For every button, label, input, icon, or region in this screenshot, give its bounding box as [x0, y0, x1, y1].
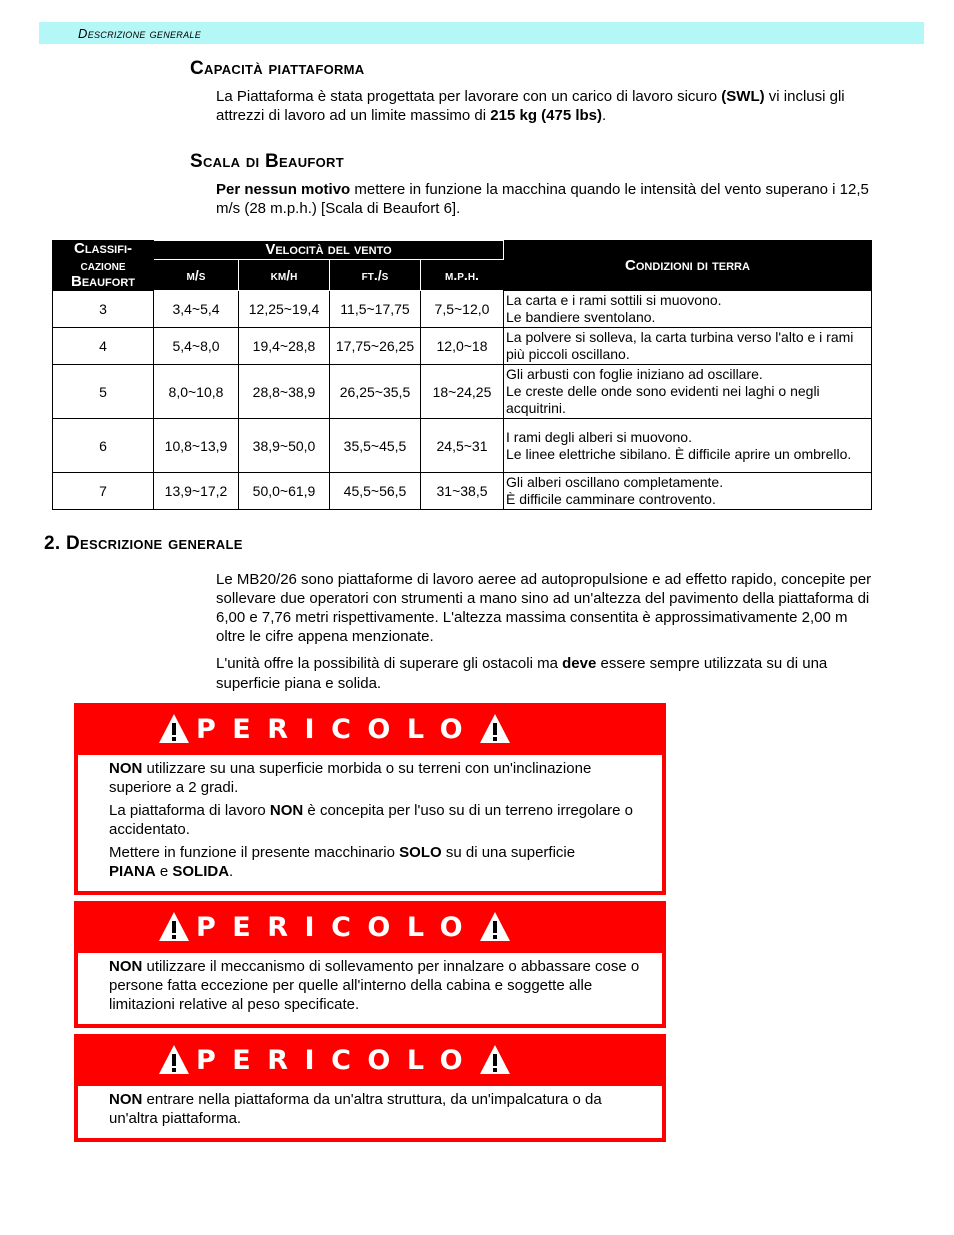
danger-text: Mettere in funzione il presente macchinario — [109, 844, 400, 861]
table-row — [53, 365, 872, 419]
table-row — [53, 473, 872, 510]
beaufort-heading: Scala di Beaufort — [190, 151, 344, 172]
danger-text: utilizzare il meccanismo di sollevamento per innalzare o abbassare cose o persone fatta eccezione per quelle all'interno della cabina e soggette alle limitazioni relative al peso specificate. — [109, 958, 640, 1013]
cell-fts: 17,75~26,25 — [330, 328, 421, 365]
warning-triangle-icon — [479, 911, 511, 943]
capacity-text-3: . — [602, 107, 607, 124]
cell-mph: 24,5~31 — [421, 419, 504, 473]
general-paragraph-1: Le MB20/26 sono piattaforme di lavoro aeree ad autopropulsione e ad effetto rapido, concepite per sollevare due operatori con strumenti a mano sino ad un'altezza del pavimento della piattaforma di 6,00 e 7,76 metri rispettivamente. L'altezza massima consentita è approssimativamente 2,00 m oltre le cifre appena menzionate. — [216, 571, 872, 645]
running-header-title: Descrizione generale — [78, 26, 202, 41]
capacity-heading: Capacità piattaforma — [190, 58, 365, 79]
cell-class: 3 — [53, 291, 154, 328]
cell-ms: 3,4~5,4 — [154, 291, 239, 328]
beaufort-text-1: mettere in funzione la macchina quando le intensità del vento superano i 12,5 m/s (28 m.p.h.) [Scala di Beaufort 6]. — [216, 181, 869, 217]
general-p2-text-1: L'unità offre la possibilità di superare gli ostacoli ma — [216, 655, 563, 672]
cell-mph: 7,5~12,0 — [421, 291, 504, 328]
general-heading: 2. Descrizione generale — [44, 533, 243, 554]
cell-class: 6 — [53, 419, 154, 473]
cell-ms: 8,0~10,8 — [154, 365, 239, 419]
danger-title: PERICOLO — [196, 911, 480, 943]
danger-banner — [74, 703, 666, 755]
cell-ms: 10,8~13,9 — [154, 419, 239, 473]
capacity-swl: (SWL) — [721, 88, 765, 105]
cell-mph: 31~38,5 — [421, 473, 504, 510]
capacity-text-2: vi inclusi gli attrezzi di lavoro ad un limite massimo di — [216, 88, 845, 124]
danger-emphasis: NON — [109, 1091, 143, 1108]
warning-triangle-icon — [158, 713, 190, 745]
beaufort-emphasis: Per nessun motivo — [216, 181, 351, 198]
cell-kmh: 50,0~61,9 — [239, 473, 330, 510]
cell-condition — [504, 473, 872, 510]
col-header-fts: ft./s — [330, 260, 421, 291]
cell-condition-line1: La carta e i rami sottili si muovono. — [506, 292, 722, 308]
danger-1-line-3 — [109, 843, 654, 881]
cell-condition-line1: Gli arbusti con foglie iniziano ad oscillare. — [506, 366, 763, 382]
general-p2-text-2: essere sempre utilizzata su di una superficie piana e solida. — [216, 655, 828, 692]
cell-condition — [504, 419, 872, 473]
danger-body — [78, 755, 662, 891]
danger-text: su di una superficie — [441, 844, 576, 861]
cell-condition-line1: La polvere si solleva, la carta turbina verso l'alto e i rami più piccoli oscillano. — [506, 329, 854, 362]
cell-condition — [504, 291, 872, 328]
cell-ms: 5,4~8,0 — [154, 328, 239, 365]
running-header — [39, 22, 924, 44]
warning-triangle-icon — [479, 713, 511, 745]
cell-mph: 18~24,25 — [421, 365, 504, 419]
cell-condition — [504, 365, 872, 419]
cell-fts: 11,5~17,75 — [330, 291, 421, 328]
danger-text: utilizzare su una superficie morbida o su terreni con un'inclinazione superiore a 2 gradi. — [109, 760, 592, 796]
danger-body — [78, 1086, 662, 1138]
cell-class: 5 — [53, 365, 154, 419]
danger-emphasis: PIANA — [109, 863, 156, 880]
capacity-limit: 215 kg (475 lbs) — [490, 107, 603, 124]
col-header-kmh: km/h — [239, 260, 330, 291]
danger-1-line-1 — [109, 759, 654, 797]
danger-text: e — [155, 863, 173, 880]
cell-condition-line2: Le creste delle onde sono evidenti nei laghi o negli acquitrini. — [506, 383, 820, 416]
cell-fts: 45,5~56,5 — [330, 473, 421, 510]
danger-title: PERICOLO — [196, 713, 480, 745]
danger-emphasis: NON — [109, 958, 143, 975]
col-header-mph: m.p.h. — [421, 260, 504, 291]
danger-2-line-1 — [109, 957, 654, 1014]
danger-emphasis: SOLO — [399, 844, 442, 861]
cell-kmh: 12,25~19,4 — [239, 291, 330, 328]
cell-kmh: 28,8~38,9 — [239, 365, 330, 419]
warning-triangle-icon — [158, 911, 190, 943]
general-paragraph-2 — [216, 654, 876, 694]
capacity-text-1: La Piattaforma è stata progettata per lavorare con un carico di lavoro sicuro — [216, 88, 722, 105]
cell-kmh: 38,9~50,0 — [239, 419, 330, 473]
danger-emphasis: NON — [109, 760, 143, 777]
danger-body — [78, 953, 662, 1024]
cell-condition-line1: I rami degli alberi si muovono. — [506, 428, 692, 445]
col-header-classification — [53, 241, 154, 291]
col-header-class-line1: Classifi- — [74, 240, 132, 257]
table-row — [53, 328, 872, 365]
table-row — [53, 419, 872, 473]
danger-box-3 — [74, 1034, 666, 1142]
capacity-text — [216, 87, 876, 125]
cell-condition-line2: Le bandiere sventolano. — [506, 309, 656, 325]
cell-ms: 13,9~17,2 — [154, 473, 239, 510]
general-p2-emphasis: deve — [562, 655, 597, 672]
col-header-class-line3: Beaufort — [71, 273, 135, 290]
table-row — [53, 291, 872, 328]
danger-3-line-1 — [109, 1090, 654, 1128]
warning-triangle-icon — [479, 1044, 511, 1076]
danger-banner — [74, 901, 666, 953]
danger-1-line-2 — [109, 801, 654, 839]
warning-triangle-icon — [158, 1044, 190, 1076]
danger-box-1 — [74, 703, 666, 895]
danger-box-2 — [74, 901, 666, 1028]
danger-text: è concepita per l'uso su di un terreno irregolare o accidentato. — [109, 802, 633, 838]
cell-condition-line1: Gli alberi oscillano completamente. — [506, 474, 724, 490]
col-header-ground: Condizioni di terra — [504, 241, 872, 291]
col-header-ms: m/s — [154, 260, 239, 291]
cell-condition-line2: È difficile camminare controvento. — [506, 491, 716, 507]
danger-text: La piattaforma di lavoro — [109, 802, 270, 819]
danger-text: entrare nella piattaforma da un'altra struttura, da un'impalcatura o da un'altra piattaforma. — [109, 1091, 602, 1127]
cell-condition-line2: Le linee elettriche sibilano. È difficile aprire un ombrello. — [506, 445, 852, 462]
danger-emphasis: SOLIDA — [172, 863, 230, 880]
cell-class: 7 — [53, 473, 154, 510]
cell-condition — [504, 328, 872, 365]
col-header-wind-speed: Velocità del vento — [154, 241, 504, 260]
cell-fts: 35,5~45,5 — [330, 419, 421, 473]
danger-emphasis: NON — [269, 802, 304, 819]
cell-fts: 26,25~35,5 — [330, 365, 421, 419]
cell-class: 4 — [53, 328, 154, 365]
beaufort-text — [216, 180, 876, 218]
danger-title: PERICOLO — [196, 1044, 480, 1076]
beaufort-table — [52, 240, 872, 510]
cell-kmh: 19,4~28,8 — [239, 328, 330, 365]
cell-mph: 12,0~18 — [421, 328, 504, 365]
col-header-class-line2: cazione — [80, 257, 126, 273]
danger-text: . — [229, 863, 234, 880]
danger-banner — [74, 1034, 666, 1086]
